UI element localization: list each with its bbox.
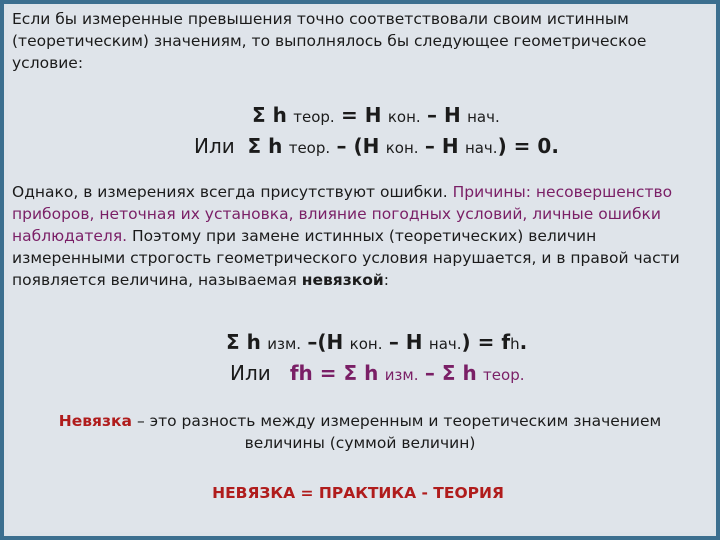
formula-3 xyxy=(226,330,527,354)
f2-ili: Или xyxy=(194,134,235,158)
definition-text: – это разность между измеренным и теоретическим значением величины (суммой величин) xyxy=(136,412,662,452)
errors-reasons: Причины: несовершенство приборов, неточная их установка, влияние погодных условий, личные ошибки наблюдателя. xyxy=(12,183,673,245)
f3-sub-nach: нач. xyxy=(428,335,462,353)
f3-end: ) = f xyxy=(461,330,511,354)
f3-sub-izm: изм. xyxy=(267,335,302,353)
f3-part2: – H xyxy=(388,330,423,354)
f2-sub-kon: кон. xyxy=(385,139,419,157)
f1-eq: = H xyxy=(341,103,382,127)
term-nevyazka: невязкой xyxy=(301,271,384,289)
formula-4 xyxy=(230,361,524,385)
intro-paragraph: Если бы измеренные превышения точно соответствовали своим истинным (теоретическим) значениям, то выполнялось бы следующее геометрическое условие: xyxy=(12,10,647,72)
f4-minus: – Σ h xyxy=(424,361,477,385)
f3-dot: . xyxy=(519,330,528,354)
definition xyxy=(28,410,692,454)
f2-part1: – (H xyxy=(336,134,380,158)
errors-text2: Поэтому при замене истинных (теоретических) величин измеренными строгость геометрического условия нарушается, и в правой части появляется величина, называемая xyxy=(12,227,680,289)
errors-colon: : xyxy=(383,271,390,289)
f1-sub-nach: нач. xyxy=(467,108,500,126)
f3-sub-kon: кон. xyxy=(349,335,383,353)
errors-text1: Однако, в измерениях всегда присутствуют ошибки. xyxy=(12,183,448,201)
f3-part1: –(H xyxy=(307,330,344,354)
f3-sigma: Σ h xyxy=(226,330,261,354)
f4-fh: fh = Σ h xyxy=(289,361,379,385)
f4-sub-teor: теор. xyxy=(483,366,525,384)
definition-term: Невязка xyxy=(58,412,132,430)
formula-1 xyxy=(252,103,500,127)
f1-minus: – H xyxy=(427,103,461,127)
f2-sub-nach: нач. xyxy=(464,139,498,157)
f2-end: ) = 0. xyxy=(497,134,559,158)
f2-part2: – H xyxy=(424,134,459,158)
f2-sigma: Σ h xyxy=(247,134,283,158)
f1-sub-kon: кон. xyxy=(387,108,421,126)
f2-sub-teor: теор. xyxy=(288,139,331,157)
rule-line: НЕВЯЗКА = ПРАКТИКА - ТЕОРИЯ xyxy=(212,484,504,502)
f4-ili: Или xyxy=(230,361,271,385)
content-panel xyxy=(8,8,712,532)
formula-2 xyxy=(194,134,559,158)
f3-sub-h: h xyxy=(510,335,520,353)
errors-paragraph xyxy=(12,181,704,291)
f1-sub-teor: теор. xyxy=(293,108,335,126)
f1-sigma: Σ h xyxy=(252,103,287,127)
f4-sub-izm: изм. xyxy=(384,366,419,384)
